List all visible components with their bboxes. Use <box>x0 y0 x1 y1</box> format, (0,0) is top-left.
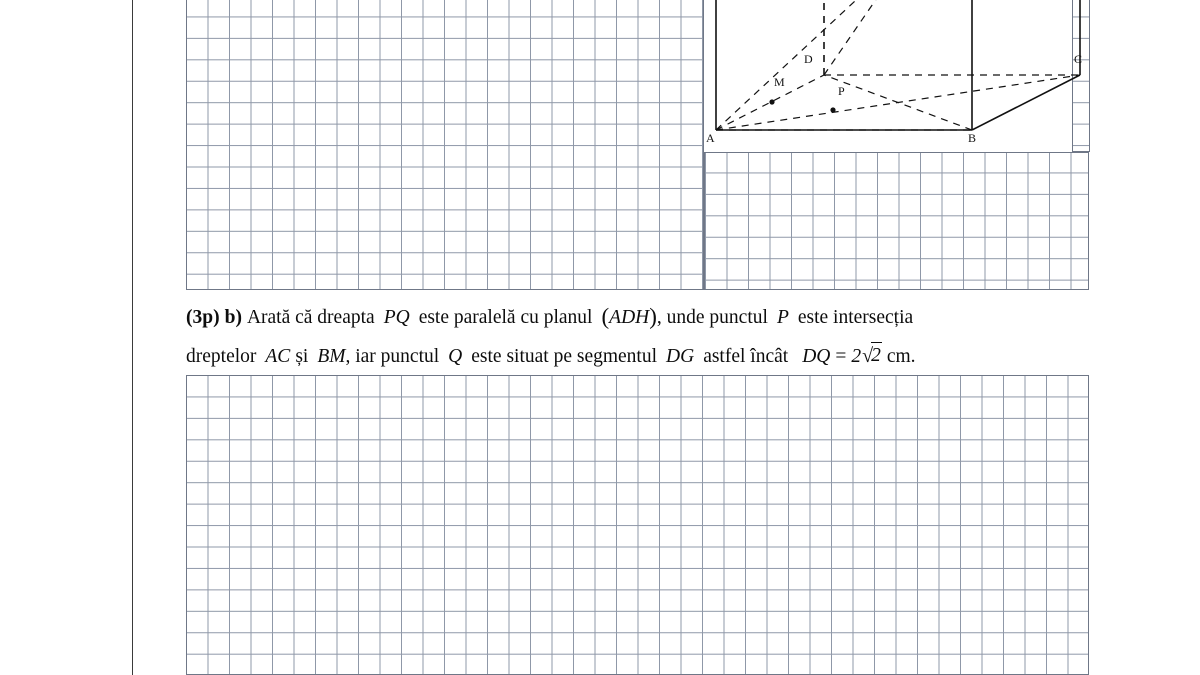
math-dg: DG <box>666 346 695 367</box>
problem-text-1a: Arată că dreapta <box>246 307 375 328</box>
figure-label-d: D <box>804 52 813 66</box>
problem-text-1c: , unde punctul <box>656 307 768 328</box>
problem-text-2e: astfel încât <box>703 346 789 367</box>
cuboid-svg <box>700 0 1100 160</box>
radicand: 2 <box>871 342 882 369</box>
math-adh: ADH <box>609 307 650 328</box>
figure-label-m: M <box>774 75 785 89</box>
paren-open: ( <box>601 304 610 329</box>
problem-text-1b: este paralelă cu planul <box>418 307 593 328</box>
math-q: Q <box>448 346 463 367</box>
math-pq: PQ <box>383 307 410 328</box>
problem-text-2b: și <box>295 346 309 367</box>
math-dq: DQ <box>802 346 831 367</box>
problem-marks: (3p) <box>186 307 220 328</box>
problem-text-2d: este situat pe segmentul <box>471 346 658 367</box>
math-unit: cm. <box>886 346 916 367</box>
page-border-rule <box>132 0 133 675</box>
math-p: P <box>776 307 789 328</box>
figure-label-b: B <box>968 131 977 145</box>
problem-text-2a: dreptelor <box>186 346 257 367</box>
right-margin <box>1090 0 1200 675</box>
grid-area-top-right <box>704 152 1089 290</box>
problem-line-1 <box>186 303 913 331</box>
math-radical <box>861 343 882 370</box>
problem-text-2c: , iar punctul <box>345 346 440 367</box>
problem-text-1d: este intersecția <box>797 307 914 328</box>
problem-letter: b) <box>224 307 242 328</box>
math-coefficient: 2 <box>851 346 862 367</box>
figure-label-a: A <box>706 131 715 145</box>
problem-line-2 <box>186 343 916 370</box>
figure-label-c: C <box>1074 52 1083 66</box>
math-bm: BM <box>317 346 346 367</box>
figure-label-p: P <box>838 84 845 98</box>
math-ac: AC <box>265 346 291 367</box>
paren-close: ) <box>649 304 657 329</box>
left-margin <box>0 0 132 675</box>
math-equals: = <box>835 346 847 367</box>
cuboid-figure <box>700 0 1100 160</box>
radical-sign: √ <box>862 345 874 367</box>
grid-area-bottom <box>186 375 1089 675</box>
grid-area-top-left <box>186 0 704 290</box>
